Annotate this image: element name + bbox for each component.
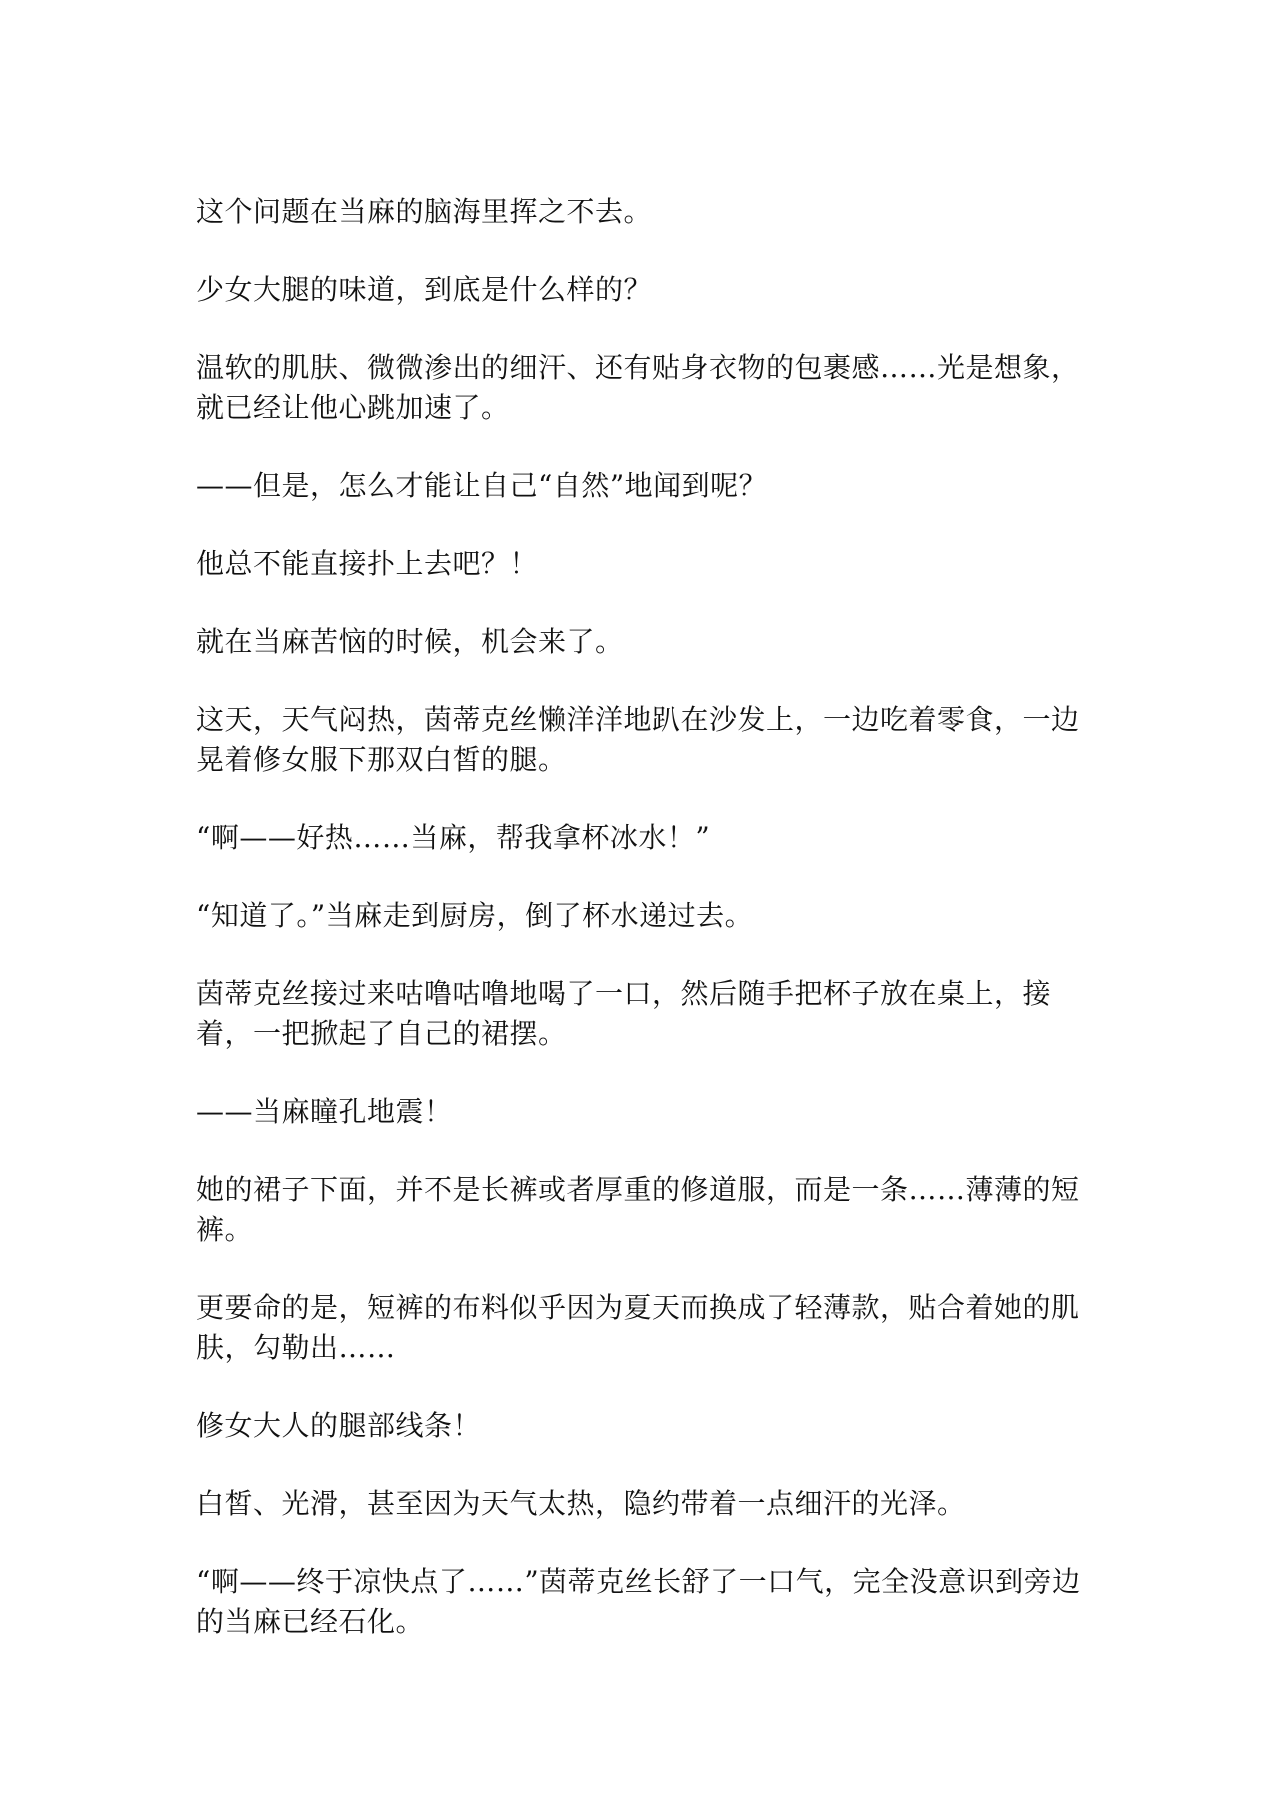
paragraph: 这天，天气闷热，茵蒂克丝懒洋洋地趴在沙发上，一边吃着零食，一边晃着修女服下那双白皙的腿。 (196, 703, 1080, 776)
paragraph: 白皙、光滑，甚至因为天气太热，隐约带着一点细汗的光泽。 (196, 1487, 966, 1520)
document-body (196, 192, 1096, 1680)
paragraph: “知道了。”当麻走到厨房，倒了杯水递过去。 (196, 899, 754, 932)
paragraph: “啊——终于凉快点了……”茵蒂克丝长舒了一口气，完全没意识到旁边的当麻已经石化。 (196, 1565, 1081, 1638)
paragraph: ——当麻瞳孔地震！ (196, 1095, 453, 1128)
paragraph: 她的裙子下面，并不是长裤或者厚重的修道服，而是一条……薄薄的短裤。 (196, 1173, 1080, 1246)
paragraph: 温软的肌肤、微微渗出的细汗、还有贴身衣物的包裹感……光是想象，就已经让他心跳加速了。 (196, 351, 1080, 424)
paragraph: ——但是，怎么才能让自己“自然”地闻到呢？ (196, 469, 768, 502)
paragraph: 茵蒂克丝接过来咕噜咕噜地喝了一口，然后随手把杯子放在桌上，接着，一把掀起了自己的裙摆。 (196, 977, 1052, 1050)
paragraph: 他总不能直接扑上去吧？！ (196, 547, 539, 580)
paragraph: 这个问题在当麻的脑海里挥之不去。 (196, 195, 653, 228)
paragraph: 修女大人的腿部线条！ (196, 1409, 482, 1442)
paragraph: “啊——好热……当麻，帮我拿杯冰水！” (196, 821, 711, 854)
paragraph: 少女大腿的味道，到底是什么样的？ (196, 273, 653, 306)
paragraph: 就在当麻苦恼的时候，机会来了。 (196, 625, 624, 658)
paragraph: 更要命的是，短裤的布料似乎因为夏天而换成了轻薄款，贴合着她的肌肤，勾勒出…… (196, 1291, 1080, 1364)
